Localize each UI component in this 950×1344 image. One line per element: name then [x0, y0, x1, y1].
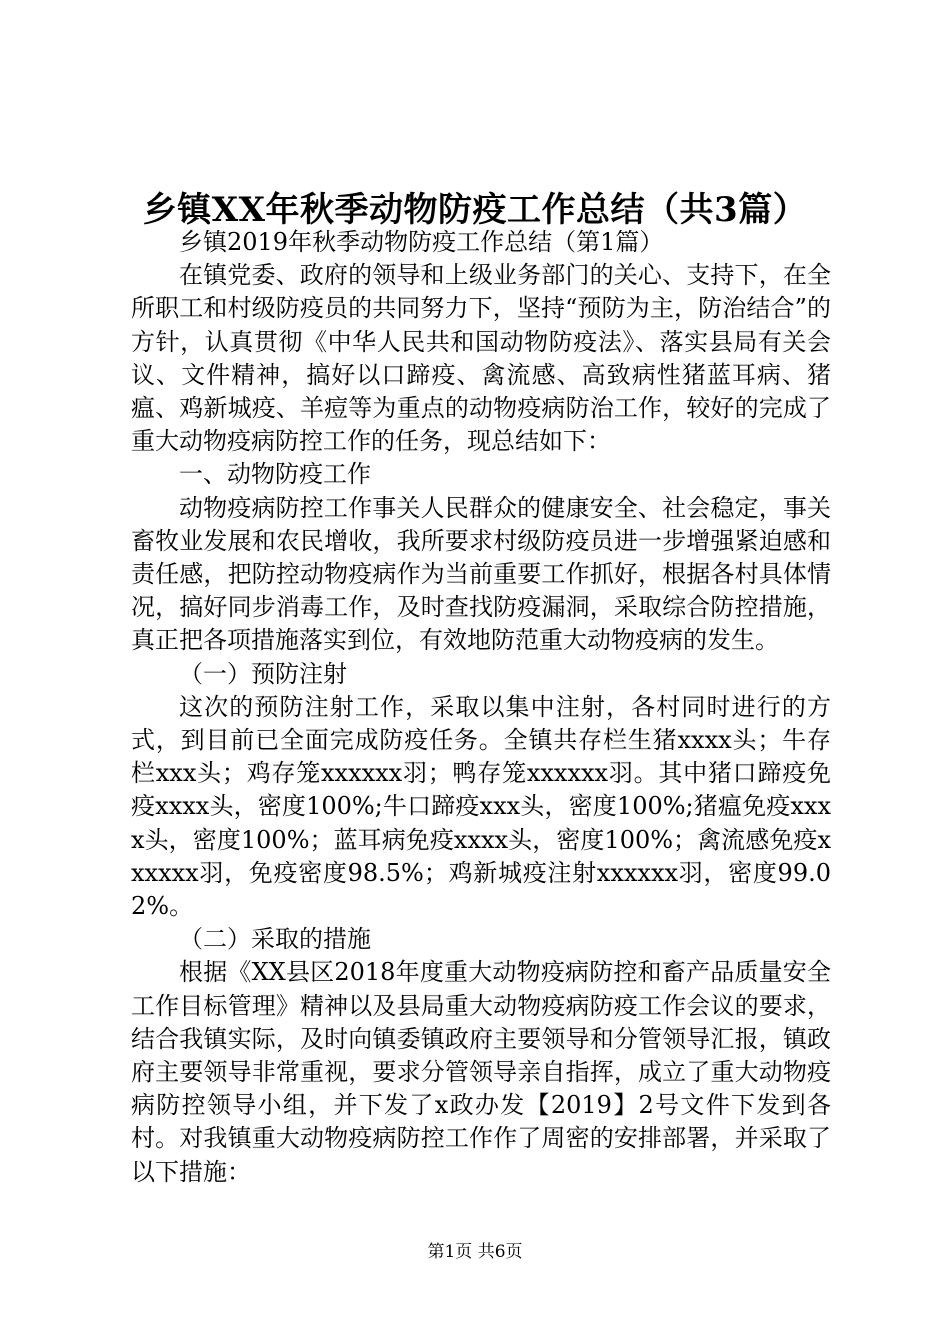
- subsection-heading-2: （二）采取的措施: [179, 925, 371, 954]
- subtitle-paragraph: 乡镇2019年秋季动物防疫工作总结（第1篇）: [179, 228, 664, 256]
- page-number-footer: 第1页 共6页: [427, 1242, 523, 1262]
- body-paragraph: 这次的预防注射工作，采取以集中注射，各村同时进行的方式，到目前已全面完成防疫任务。全镇共存栏生猪xxxx头；牛存栏xxx头；鸡存笼xxxxxx羽；鸭存笼xxxxxx羽。其中猪口蹄疫免疫xxxx头，密度100%;牛口蹄疫xxx头，密度100%;猪瘟免疫xxxx头，密度100%；蓝耳病免疫xxxx头，密度100%；禽流感免疫xxxxxx羽，免疫密度98.5%；鸡新城疫注射xxxxxx羽，密度99.02%。: [131, 692, 831, 921]
- section-heading-1: 一、动物防疫工作: [179, 460, 371, 489]
- document-title: 乡镇XX年秋季动物防疫工作总结（共3篇）: [142, 190, 808, 230]
- body-paragraph: 动物疫病防控工作事关人民群众的健康安全、社会稳定，事关畜牧业发展和农民增收，我所要求村级防疫员进一步增强紧迫感和责任感，把防控动物疫病作为当前重要工作抓好，根据各村具体情况，搞好同步消毒工作，及时查找防疫漏洞，采取综合防控措施，真正把各项措施落实到位，有效地防范重大动物疫病的发生。: [131, 493, 831, 655]
- document-body: [131, 226, 831, 1189]
- body-paragraph: 根据《XX县区2018年度重大动物疫病防控和畜产品质量安全工作目标管理》精神以及县局重大动物疫病防疫工作会议的要求，结合我镇实际，及时向镇委镇政府主要领导和分管领导汇报，镇政府主要领导非常重视，要求分管领导亲自指挥，成立了重大动物疫病防控领导小组，并下发了x政办发【2019】2号文件下发到各村。对我镇重大动物疫病防控工作作了周密的安排部署，并采取了以下措施：: [131, 958, 831, 1186]
- intro-paragraph: 在镇党委、政府的领导和上级业务部门的关心、支持下，在全所职工和村级防疫员的共同努力下，坚持“预防为主，防治结合”的方针，认真贯彻《中华人民共和国动物防疫法》、落实县局有关会议、文件精神，搞好以口蹄疫、禽流感、高致病性猪蓝耳病、猪瘟、鸡新城疫、羊痘等为重点的动物疫病防治工作，较好的完成了重大动物疫病防控工作的任务，现总结如下：: [131, 261, 831, 456]
- subsection-heading-1: （一）预防注射: [179, 659, 347, 688]
